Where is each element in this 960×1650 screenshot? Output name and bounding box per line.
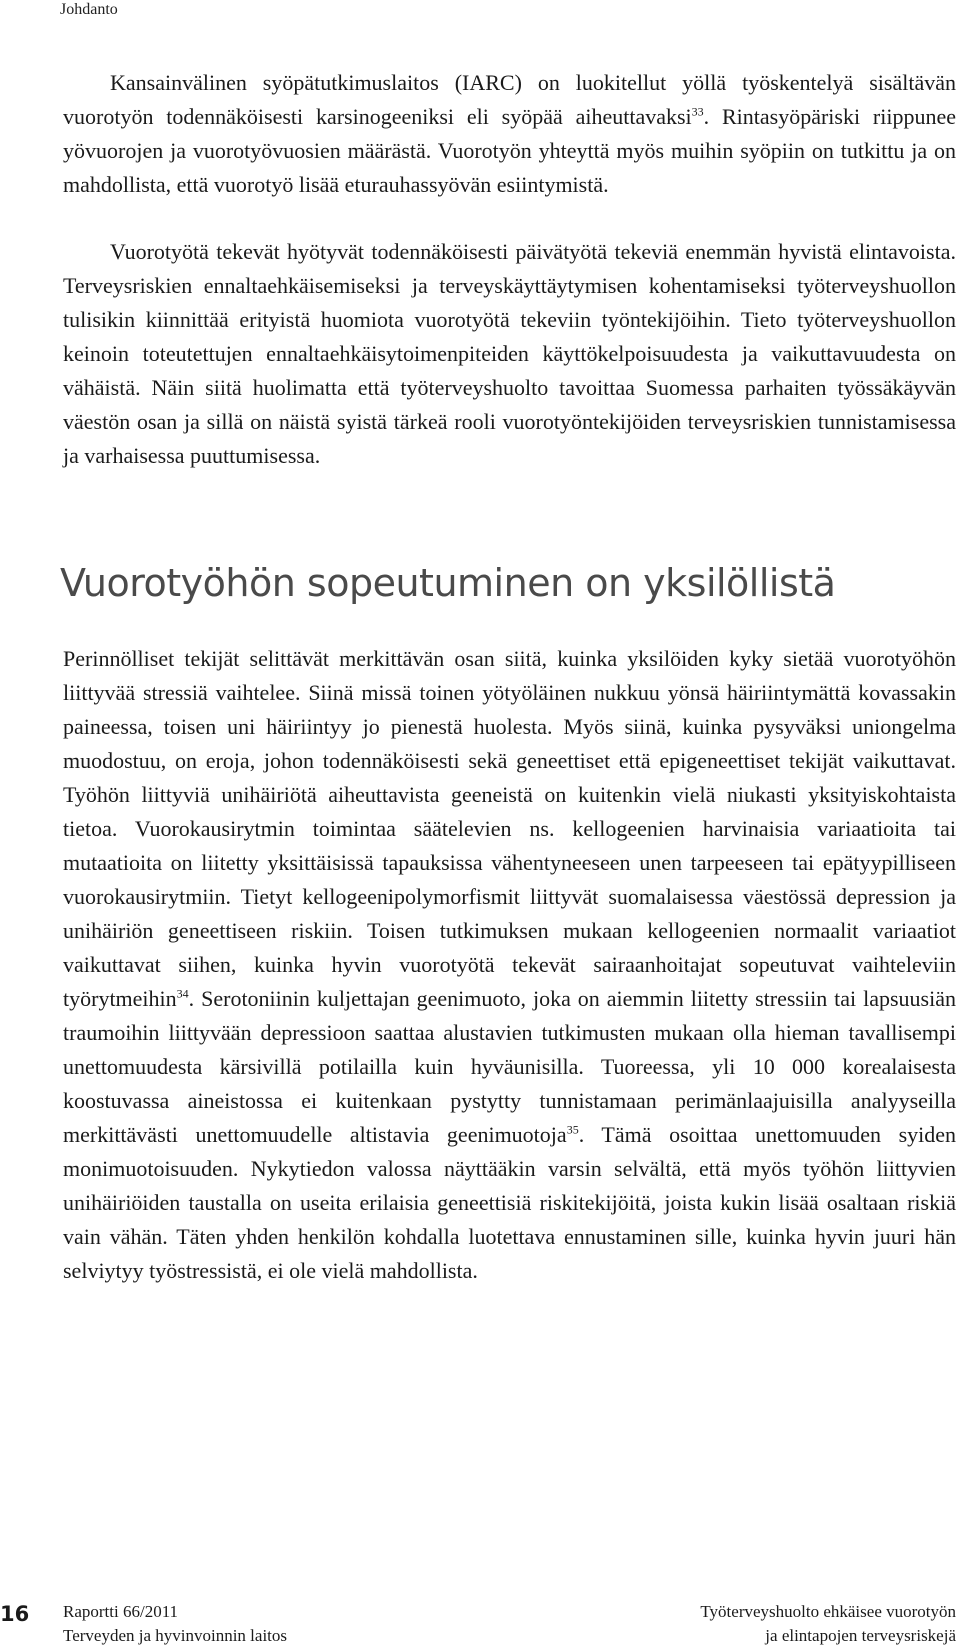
footer-publication-info bbox=[63, 1600, 287, 1648]
paragraph-text: Kansainvälinen syöpätutkimuslaitos (IARC) on luokitellut yöllä työskentelyä sisältävän vuorotyön todennäköisesti karsinogeeniksi eli syöpää aiheuttavaksi bbox=[63, 70, 956, 129]
body-paragraph-1 bbox=[63, 66, 956, 202]
footer-report-title bbox=[700, 1600, 956, 1648]
publisher-name: Terveyden ja hyvinvoinnin laitos bbox=[63, 1626, 288, 1645]
section-heading: Vuorotyöhön sopeutuminen on yksilöllistä bbox=[60, 561, 836, 605]
page-number: 16 bbox=[0, 1602, 30, 1626]
body-paragraph-3 bbox=[63, 642, 956, 1288]
footnote-ref-33: 33 bbox=[691, 104, 704, 119]
report-title-line-1: Työterveyshuolto ehkäisee vuorotyön bbox=[700, 1602, 956, 1621]
report-title-line-2: ja elintapojen terveysriskejä bbox=[765, 1626, 956, 1645]
body-paragraph-2 bbox=[63, 235, 956, 473]
footnote-ref-34: 34 bbox=[176, 986, 189, 1001]
paragraph-text: Vuorotyötä tekevät hyötyvät todennäköisesti päivätyötä tekeviä enemmän hyvistä elintavoista. Terveysriskien ennaltaehkäisemiseksi ja terveyskäyttäytymisen kohentamiseksi työterveyshuollon tulisikin kiinnittää erityistä huomiota vuorotyötä tekeviin työntekijöihin. Tieto työterveyshuollon keinoin toteutettujen ennaltaehkäisytoimenpiteiden käyttökelpoisuudesta ja vaikuttavuudesta on vähäistä. Näin siitä huolimatta että työterveyshuolto tavoittaa Suomessa parhaiten työssäkäyvän väestön osan ja sillä on näistä syistä tärkeä rooli vuorotyöntekijöiden terveysriskien tunnistamisessa ja varhaisessa puuttumisessa. bbox=[63, 239, 956, 468]
running-head: Johdanto bbox=[60, 1, 118, 18]
page-footer bbox=[0, 1600, 960, 1650]
paragraph-text: . Tämä osoittaa unettomuuden syiden monimuotoisuuden. Nykytiedon valossa näyttääkin varsin selvältä, että myös työhön liittyvien unihäiriöiden taustalla on useita erilaisia geneettisiä riskitekijöitä, joista kukin lisää osaltaan riskiä vain vähän. Täten yhden henkilön kohdalla luotettava ennustaminen sille, kuinka hyvin juuri hän selviytyy työstressistä, ei ole vielä mahdollista. bbox=[63, 1122, 957, 1283]
paragraph-text: Perinnölliset tekijät selittävät merkittävän osan siitä, kuinka yksilöiden kyky sietää vuorotyöhön liittyvää stressiä vaihtelee. Siinä missä toinen yötyöläinen nukkuu yönsä häiriintymättä kovassakin paineessa, toisen uni häiriintyy jo pienestä huolesta. Myös siinä, kuinka pysyväksi uniongelma muodostuu, on eroja, johon todennäköisesti sekä geneettiset että epigeneettiset tekijät vaikuttavat. Työhön liittyviä unihäiriötä aiheuttavista geeneistä on kuitenkin vielä niukasti yksityiskohtaista tietoa. Vuorokausirytmin toimintaa säätelevien ns. kellogeenien harvinaisia variaatioita tai mutaatioita on liitetty yksittäisissä tapauksissa vähentyneeseen unen tarpeeseen tai epätyypilliseen vuorokausirytmiin. Tietyt kellogeenipolymorfismit liittyvät suomalaisessa väestössä depression ja unihäiriön geneettiseen riskiin. Toisen tutkimuksen mukaan kellogeenien normaalit variaatiot vaikuttavat siihen, kuinka hyvin vuorotyötä tekevät sairaanhoitajat sopeutuvat vaihteleviin työrytmeihin bbox=[63, 646, 956, 1011]
footnote-ref-35: 35 bbox=[566, 1122, 579, 1137]
report-number: Raportti 66/2011 bbox=[63, 1602, 179, 1621]
paragraph-text: . Serotoniinin kuljettajan geenimuoto, joka on aiemmin liitetty stressiin tai lapsuusiän traumoihin liittyvään depressioon saattaa alustavien tutkimusten mukaan olla hieman tavallisempi unettomuudesta kärsivillä potilailla kuin hyväunisilla. Tuoreessa, yli 10 000 korealaisesta koostuvassa aineistossa ei kuitenkaan pystytty tunnistamaan perimänlaajuisilla analyyseilla merkittävästi unettomuudelle altistavia geenimuotoja bbox=[63, 986, 956, 1147]
paragraph-text: . Rintasyöpäriski riippunee yövuorojen ja vuorotyövuosien määrästä. Vuorotyön yhteyttä myös muihin syöpiin on tutkittu ja on mahdollista, että vuorotyö lisää eturauhassyövän esiintymistä. bbox=[63, 104, 956, 197]
